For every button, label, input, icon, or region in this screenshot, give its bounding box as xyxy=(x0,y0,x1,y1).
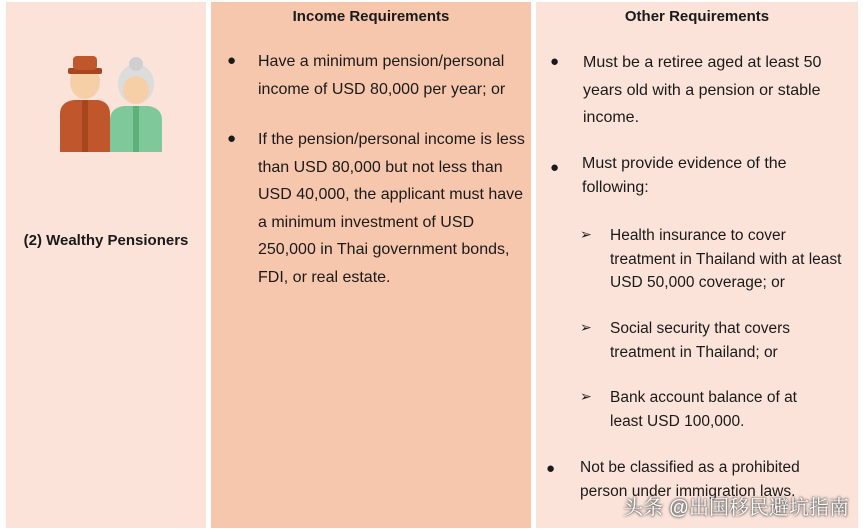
category-label: (2) Wealthy Pensioners xyxy=(23,232,189,249)
income-bullet-2: If the pension/personal income is less than USD 80,000 but not less than USD 40,000, the applicant must have a minimum investment of USD 250,000 in Thai government bonds, FDI, or real estate. xyxy=(258,131,525,286)
bullet-dot-icon: ● xyxy=(227,52,237,69)
other-requirements-header: Other Requirements xyxy=(624,8,770,25)
evidence-item-3: Bank account balance of at least USD 100,000. xyxy=(610,389,797,430)
evidence-item-1: Health insurance to cover treatment in Thailand with at least USD 50,000 coverage; or xyxy=(610,227,842,291)
bullet-dot-icon: ● xyxy=(227,130,237,147)
other-bullet-2: Must provide evidence of the following: xyxy=(582,155,787,196)
bullet-dot-icon: ● xyxy=(550,53,560,70)
other-requirements-column xyxy=(536,2,858,528)
arrow-bullet-icon: ➢ xyxy=(580,388,592,404)
evidence-item-2: Social security that covers treatment in Thailand; or xyxy=(610,320,791,361)
income-requirements-column xyxy=(211,2,531,528)
arrow-bullet-icon: ➢ xyxy=(580,226,592,242)
bullet-dot-icon: ● xyxy=(550,159,560,176)
income-bullet-1: Have a minimum pension/personal income of USD 80,000 per year; or xyxy=(258,53,506,98)
arrow-bullet-icon: ➢ xyxy=(580,319,592,335)
category-column xyxy=(6,2,206,528)
bullet-dot-icon: ● xyxy=(546,460,556,477)
other-bullet-3: Not be classified as a prohibited person under immigration laws. xyxy=(580,459,800,500)
elderly-couple-icon xyxy=(54,52,166,157)
income-requirements-header: Income Requirements xyxy=(292,8,450,25)
watermark: 头条 @出国移民避坑指南 xyxy=(623,497,849,519)
other-bullet-1: Must be a retiree aged at least 50 years old with a pension or stable income. xyxy=(583,54,822,126)
